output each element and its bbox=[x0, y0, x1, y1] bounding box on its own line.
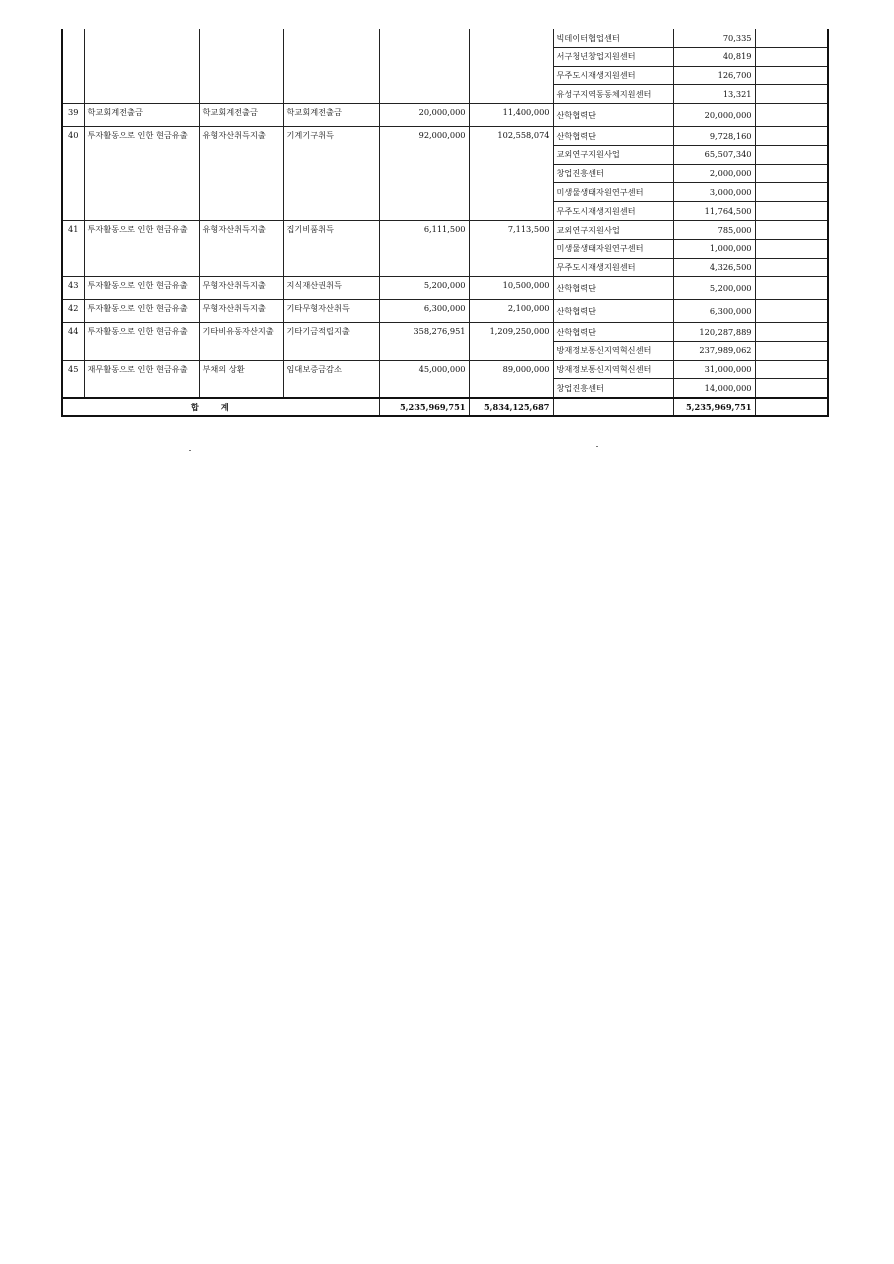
table-row bbox=[62, 300, 828, 323]
category-cell: 투자활동으로 인한 현금유출 bbox=[84, 300, 199, 323]
remark-cell bbox=[755, 164, 828, 183]
amount-cell: 6,300,000 bbox=[673, 300, 755, 323]
budget-cell: 92,000,000 bbox=[379, 126, 469, 220]
remark-cell bbox=[755, 66, 828, 85]
amount-cell: 785,000 bbox=[673, 220, 755, 239]
account-cell: 유형자산취득지출 bbox=[199, 220, 283, 276]
row-number: 40 bbox=[62, 126, 84, 220]
dept-cell: 산학협력단 bbox=[553, 277, 673, 300]
dept-cell: 미생물생태자원연구센터 bbox=[553, 183, 673, 202]
detail-cell: 지식재산권취득 bbox=[283, 277, 379, 300]
remark-cell bbox=[755, 145, 828, 164]
amount-cell: 5,200,000 bbox=[673, 277, 755, 300]
amount-cell: 70,335 bbox=[673, 29, 755, 47]
remark-cell bbox=[755, 104, 828, 127]
total-settlement: 5,834,125,687 bbox=[469, 398, 553, 416]
amount-cell: 2,000,000 bbox=[673, 164, 755, 183]
dept-cell: 산학협력단 bbox=[553, 322, 673, 341]
dept-cell: 무주도시재생지원센터 bbox=[553, 202, 673, 221]
dept-cell: 산학협력단 bbox=[553, 104, 673, 127]
total-row bbox=[62, 398, 828, 416]
amount-cell: 9,728,160 bbox=[673, 126, 755, 145]
account-cell: 유형자산취득지출 bbox=[199, 126, 283, 220]
category-cell: 투자활동으로 인한 현금유출 bbox=[84, 126, 199, 220]
row-number: 41 bbox=[62, 220, 84, 276]
settlement-cell: 11,400,000 bbox=[469, 104, 553, 127]
table-row bbox=[62, 104, 828, 127]
dept-cell: 유성구지역동동체지원센터 bbox=[553, 85, 673, 104]
settlement-cell: 102,558,074 bbox=[469, 126, 553, 220]
amount-cell: 20,000,000 bbox=[673, 104, 755, 127]
detail-cell bbox=[283, 29, 379, 104]
remark-cell bbox=[755, 202, 828, 221]
account-cell: 기타비유동자산지출 bbox=[199, 322, 283, 360]
remark-cell bbox=[755, 258, 828, 277]
dept-cell: 교외연구지원사업 bbox=[553, 220, 673, 239]
amount-cell: 11,764,500 bbox=[673, 202, 755, 221]
amount-cell: 40,819 bbox=[673, 47, 755, 66]
total-amount: 5,235,969,751 bbox=[673, 398, 755, 416]
detail-cell: 기타기금적립지출 bbox=[283, 322, 379, 360]
detail-cell: 집기비품취득 bbox=[283, 220, 379, 276]
budget-cell: 6,300,000 bbox=[379, 300, 469, 323]
amount-cell: 13,321 bbox=[673, 85, 755, 104]
dept-cell: 무주도시재생지원센터 bbox=[553, 258, 673, 277]
amount-cell: 237,989,062 bbox=[673, 341, 755, 360]
budget-cell: 20,000,000 bbox=[379, 104, 469, 127]
settlement-cell bbox=[469, 29, 553, 104]
detail-cell: 기계기구취득 bbox=[283, 126, 379, 220]
account-cell: 무형자산취득지출 bbox=[199, 277, 283, 300]
table-row bbox=[62, 220, 828, 239]
scan-speck bbox=[596, 446, 598, 447]
table-row bbox=[62, 126, 828, 145]
dept-cell: 방재정보통신지역혁신센터 bbox=[553, 360, 673, 379]
remark-cell bbox=[755, 183, 828, 202]
amount-cell: 31,000,000 bbox=[673, 360, 755, 379]
remark-cell bbox=[755, 277, 828, 300]
dept-cell: 빅데이터협업센터 bbox=[553, 29, 673, 47]
total-remark-cell bbox=[755, 398, 828, 416]
budget-cell: 358,276,951 bbox=[379, 322, 469, 360]
category-cell: 투자활동으로 인한 현금유출 bbox=[84, 277, 199, 300]
amount-cell: 1,000,000 bbox=[673, 239, 755, 258]
remark-cell bbox=[755, 47, 828, 66]
remark-cell bbox=[755, 300, 828, 323]
dept-cell: 교외연구지원사업 bbox=[553, 145, 673, 164]
detail-cell: 임대보증금감소 bbox=[283, 360, 379, 398]
table-body bbox=[62, 29, 828, 416]
remark-cell bbox=[755, 322, 828, 341]
dept-cell: 서구청년창업지원센터 bbox=[553, 47, 673, 66]
amount-cell: 126,700 bbox=[673, 66, 755, 85]
row-number: 43 bbox=[62, 277, 84, 300]
category-cell: 학교회계전출금 bbox=[84, 104, 199, 127]
remark-cell bbox=[755, 341, 828, 360]
remark-cell bbox=[755, 220, 828, 239]
amount-cell: 65,507,340 bbox=[673, 145, 755, 164]
table-row bbox=[62, 360, 828, 379]
amount-cell: 4,326,500 bbox=[673, 258, 755, 277]
settlement-cell: 1,209,250,000 bbox=[469, 322, 553, 360]
budget-cell bbox=[379, 29, 469, 104]
dept-cell: 산학협력단 bbox=[553, 126, 673, 145]
row-number: 44 bbox=[62, 322, 84, 360]
total-label: 합계 bbox=[62, 398, 379, 416]
category-cell: 투자활동으로 인한 현금유출 bbox=[84, 322, 199, 360]
scan-speck bbox=[189, 450, 191, 451]
dept-cell: 방재정보통신지역혁신센터 bbox=[553, 341, 673, 360]
row-number: 45 bbox=[62, 360, 84, 398]
no-cell bbox=[62, 29, 84, 104]
amount-cell: 14,000,000 bbox=[673, 379, 755, 398]
budget-cell: 45,000,000 bbox=[379, 360, 469, 398]
remark-cell bbox=[755, 126, 828, 145]
dept-cell: 창업진흥센터 bbox=[553, 164, 673, 183]
settlement-cell: 10,500,000 bbox=[469, 277, 553, 300]
account-cell: 부채의 상환 bbox=[199, 360, 283, 398]
settlement-cell: 7,113,500 bbox=[469, 220, 553, 276]
amount-cell: 120,287,889 bbox=[673, 322, 755, 341]
total-budget: 5,235,969,751 bbox=[379, 398, 469, 416]
account-cell bbox=[199, 29, 283, 104]
table-row bbox=[62, 322, 828, 341]
expenditure-table bbox=[61, 29, 829, 417]
row-number: 39 bbox=[62, 104, 84, 127]
remark-cell bbox=[755, 239, 828, 258]
remark-cell bbox=[755, 379, 828, 398]
total-dept-cell bbox=[553, 398, 673, 416]
detail-cell: 학교회계전출금 bbox=[283, 104, 379, 127]
dept-cell: 무주도시재생지원센터 bbox=[553, 66, 673, 85]
remark-cell bbox=[755, 29, 828, 47]
category-cell bbox=[84, 29, 199, 104]
settlement-cell: 89,000,000 bbox=[469, 360, 553, 398]
category-cell: 투자활동으로 인한 현금유출 bbox=[84, 220, 199, 276]
settlement-cell: 2,100,000 bbox=[469, 300, 553, 323]
budget-cell: 6,111,500 bbox=[379, 220, 469, 276]
amount-cell: 3,000,000 bbox=[673, 183, 755, 202]
account-cell: 학교회계전출금 bbox=[199, 104, 283, 127]
dept-cell: 산학협력단 bbox=[553, 300, 673, 323]
detail-cell: 기타무형자산취득 bbox=[283, 300, 379, 323]
account-cell: 무형자산취득지출 bbox=[199, 300, 283, 323]
dept-cell: 창업진흥센터 bbox=[553, 379, 673, 398]
table-row bbox=[62, 29, 828, 47]
budget-cell: 5,200,000 bbox=[379, 277, 469, 300]
row-number: 42 bbox=[62, 300, 84, 323]
table-row bbox=[62, 277, 828, 300]
remark-cell bbox=[755, 360, 828, 379]
dept-cell: 미생물생태자원연구센터 bbox=[553, 239, 673, 258]
category-cell: 재무활동으로 인한 현금유출 bbox=[84, 360, 199, 398]
remark-cell bbox=[755, 85, 828, 104]
